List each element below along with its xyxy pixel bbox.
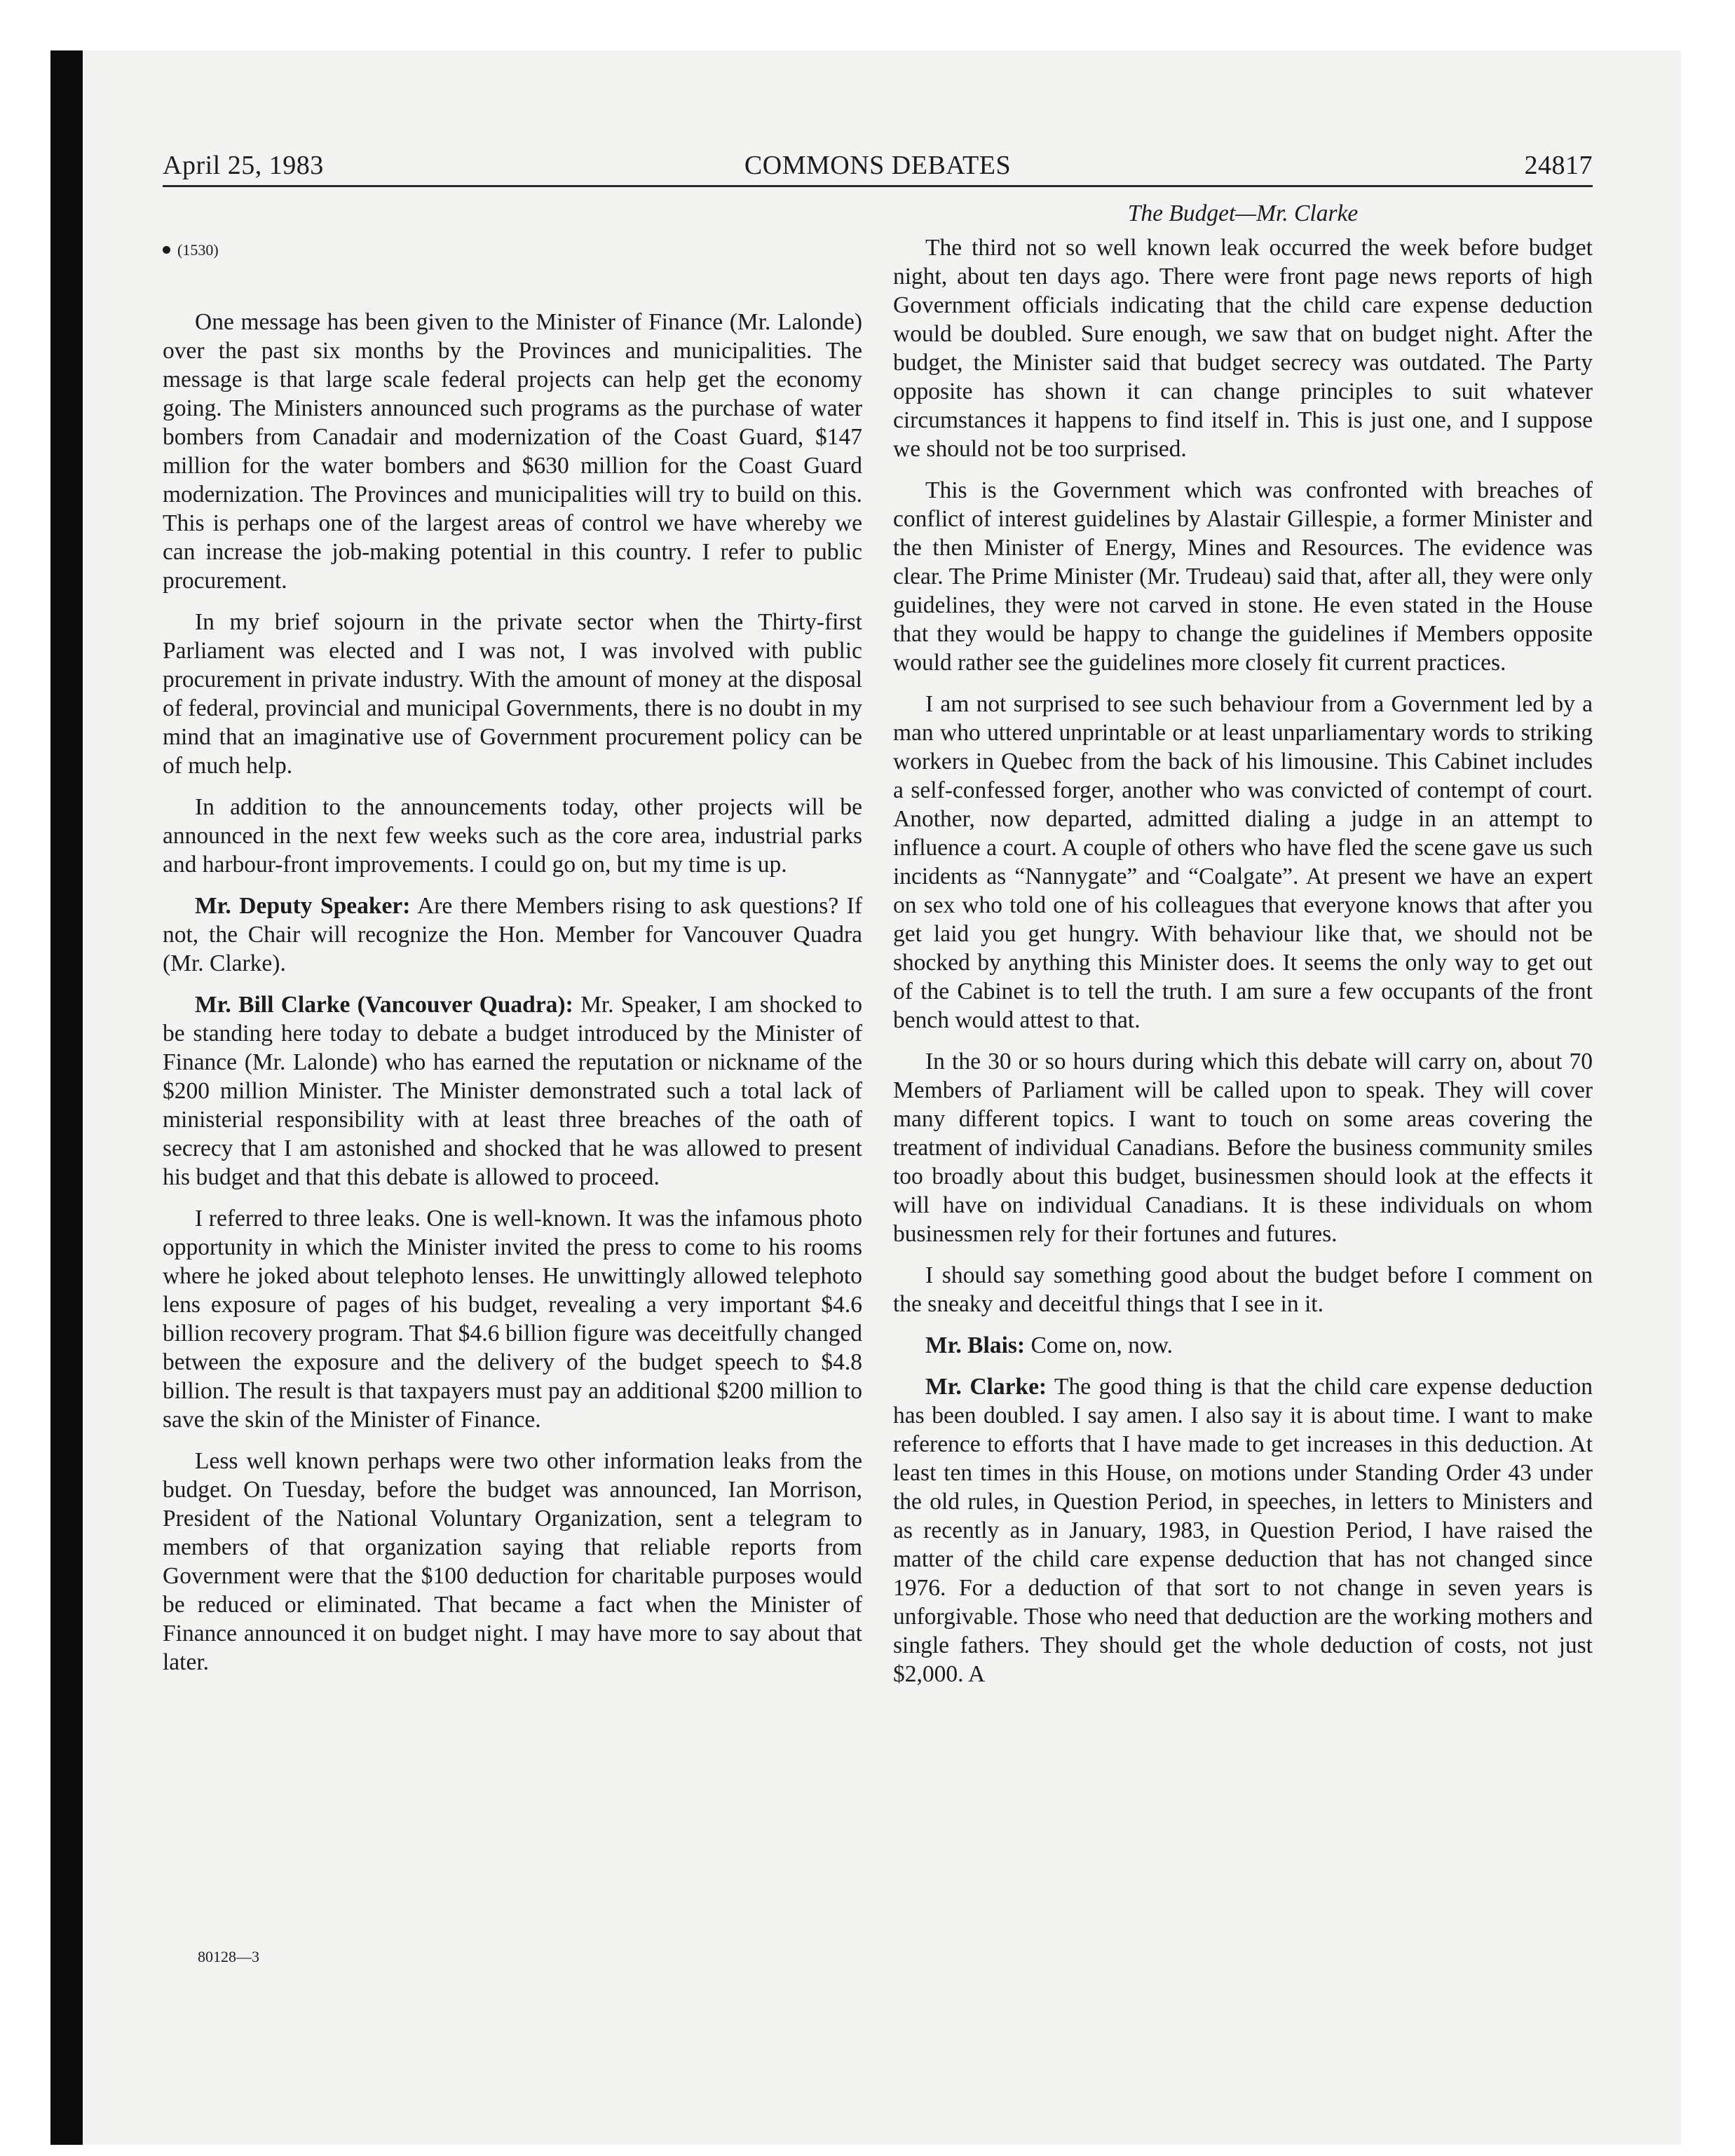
paragraph <box>163 892 862 978</box>
paragraph-text: Less well known perhaps were two other information leaks from the budget. On Tuesday, before the budget was announced, Ian Morrison, President of the National Voluntary Organization, sent a telegram to members of that organization saying that reliable reports from Government were that the $100 deduction for charitable purposes would be reduced or eliminated. That became a fact when the Minister of Finance announced it on budget night. I may have more to say about that later. <box>163 1448 862 1675</box>
paragraph-text: Mr. Speaker, I am shocked to be standing here today to debate a budget introduced by the Minister of Finance (Mr. Lalonde) who has earned the reputation or nickname of the $200 million Minister. The Minister demonstrated such a total lack of ministerial responsibility with at least three breaches of the oath of secrecy that I am astonished and shocked that he was allowed to present his budget and that this debate is allowed to proceed. <box>163 992 862 1190</box>
paragraph-text: In addition to the announcements today, other projects will be announced in the next few weeks such as the core area, industrial parks and harbour-front improvements. I could go on, but my time is up. <box>163 794 862 878</box>
running-head: The Budget—Mr. Clarke <box>1127 200 1359 226</box>
paragraph-text: In my brief sojourn in the private sector when the Thirty-first Parliament was elected and I was not, I was involved with public procurement in private industry. With the amount of money at the disposal of federal, provincial and municipal Governments, there is no doubt in my mind that an imaginative use of Government procurement policy can be of much help. <box>163 609 862 779</box>
paragraph <box>163 308 862 595</box>
paragraph <box>893 1372 1593 1688</box>
paragraph-text: One message has been given to the Minister of Finance (Mr. Lalonde) over the past six months by the Provinces and municipalities. The message is that large scale federal projects can help get the economy going. The Ministers announced such programs as the purchase of water bombers from Canadair and modernization of the Coast Guard, $147 million for the water bombers and $630 million for the Coast Guard modernization. The Provinces and municipalities will try to build on this. This is perhaps one of the largest areas of control we have whereby we can increase the job-making potential in this country. I refer to public procurement. <box>163 309 862 594</box>
speaker-name: Mr. Deputy Speaker: <box>195 893 411 919</box>
speaker-name: Mr. Clarke: <box>925 1374 1047 1400</box>
right-column <box>893 199 1593 1701</box>
bullet-icon <box>163 246 170 254</box>
paragraph <box>163 1447 862 1677</box>
paragraph <box>163 793 862 879</box>
paragraph-text: In the 30 or so hours during which this debate will carry on, about 70 Members of Parliament will be called upon to speak. They will cover many different topics. I want to touch on some areas covering the treatment of individual Canadians. Before the business community smiles too broadly about this budget, businessmen should look at the effects it will have on individual Canadians. It is these individuals on whom businessmen rely for their fortunes and futures. <box>893 1049 1593 1247</box>
paragraph <box>163 1204 862 1434</box>
speaker-name: Mr. Bill Clarke (Vancouver Quadra): <box>195 992 573 1018</box>
paragraph-text: Come on, now. <box>1030 1332 1173 1358</box>
header-date: April 25, 1983 <box>163 151 324 180</box>
paragraph-text: Are there Members rising to ask questions? If not, the Chair will recognize the Hon. Member for Vancouver Quadra (Mr. Clarke). <box>163 893 862 976</box>
left-column <box>163 236 862 1689</box>
left-paragraphs <box>163 308 862 1677</box>
paragraph <box>893 476 1593 677</box>
paragraph <box>893 233 1593 463</box>
paragraph-text: I am not surprised to see such behaviour from a Government led by a man who uttered unprintable or at least unparliamentary words to striking workers in Quebec from the back of his limousine. This Cabinet includes a self-confessed forger, another who was convicted of contempt of court. Another, now departed, admitted dialing a judge in an attempt to influence a court. A couple of others who have fled the scene gave us such incidents as “Nannygate” and “Coalgate”. At present we have an expert on sex who told one of his colleagues that everyone knows that after you get laid you get hungry. With behaviour like that, we should not be shocked by anything this Minister does. It seems the only way to get out of the Cabinet is to tell the truth. I am sure a few occupants of the front bench would attest to that. <box>893 691 1593 1033</box>
speaker-name: Mr. Blais: <box>925 1332 1026 1358</box>
paragraph-text: I referred to three leaks. One is well-known. It was the infamous photo opportunity in which the Minister invited the press to come to his rooms where he joked about telephoto lenses. He unwittingly allowed telephoto lens exposure of pages of his budget, revealing a very important $4.6 billion recovery program. That $4.6 billion figure was deceitfully changed between the exposure and the delivery of the budget speech to $4.8 billion. The result is that taxpayers must pay an additional $200 million to save the skin of the Minister of Finance. <box>163 1206 862 1433</box>
paragraph-text: The good thing is that the child care expense deduction has been doubled. I say amen. I also say it is about time. I want to make reference to efforts that I have made to get increases in this deduction. At least ten times in this House, on motions under Standing Order 43 under the old rules, in Question Period, in speeches, in letters to Ministers and as recently as in January, 1983, in Question Period, I have raised the matter of the child care expense deduction that has not changed since 1976. For a deduction of that sort to not change in seven years is unforgivable. Those who need that deduction are the working mothers and single fathers. They should get the whole deduction of costs, not just $2,000. A <box>893 1374 1593 1687</box>
page-header <box>163 143 1593 187</box>
footer-code: 80128—3 <box>198 1948 259 1965</box>
header-title: COMMONS DEBATES <box>744 151 1012 180</box>
paragraph <box>893 690 1593 1035</box>
paragraph <box>163 990 862 1192</box>
paragraph <box>893 1261 1593 1318</box>
scan-edge-shadow <box>50 50 83 2145</box>
right-paragraphs <box>893 233 1593 1688</box>
header-page-number: 24817 <box>1524 151 1593 180</box>
time-marker-label: (1530) <box>177 241 219 259</box>
paragraph <box>893 1047 1593 1248</box>
paragraph-text: This is the Government which was confronted with breaches of conflict of interest guidelines by Alastair Gillespie, a former Minister and the then Minister of Energy, Mines and Resources. The evidence was clear. The Prime Minister (Mr. Trudeau) said that, after all, they were only guidelines, they were not carved in stone. He even stated in the House that they would be happy to change the guidelines if Members opposite would rather see the guidelines more closely fit current practices. <box>893 477 1593 676</box>
time-marker <box>163 236 862 264</box>
paragraph-text: I should say something good about the budget before I comment on the sneaky and deceitful things that I see in it. <box>893 1262 1593 1317</box>
paragraph <box>893 1331 1593 1360</box>
paragraph <box>163 608 862 780</box>
paragraph-text: The third not so well known leak occurred the week before budget night, about ten days ago. There were front page news reports of high Government officials indicating that the child care expense deduction would be doubled. Sure enough, we saw that on budget night. After the budget, the Minister said that budget secrecy was outdated. The Party opposite has shown it can change principles to suit whatever circumstances it happens to find itself in. This is just one, and I suppose we should not be too surprised. <box>893 235 1593 462</box>
